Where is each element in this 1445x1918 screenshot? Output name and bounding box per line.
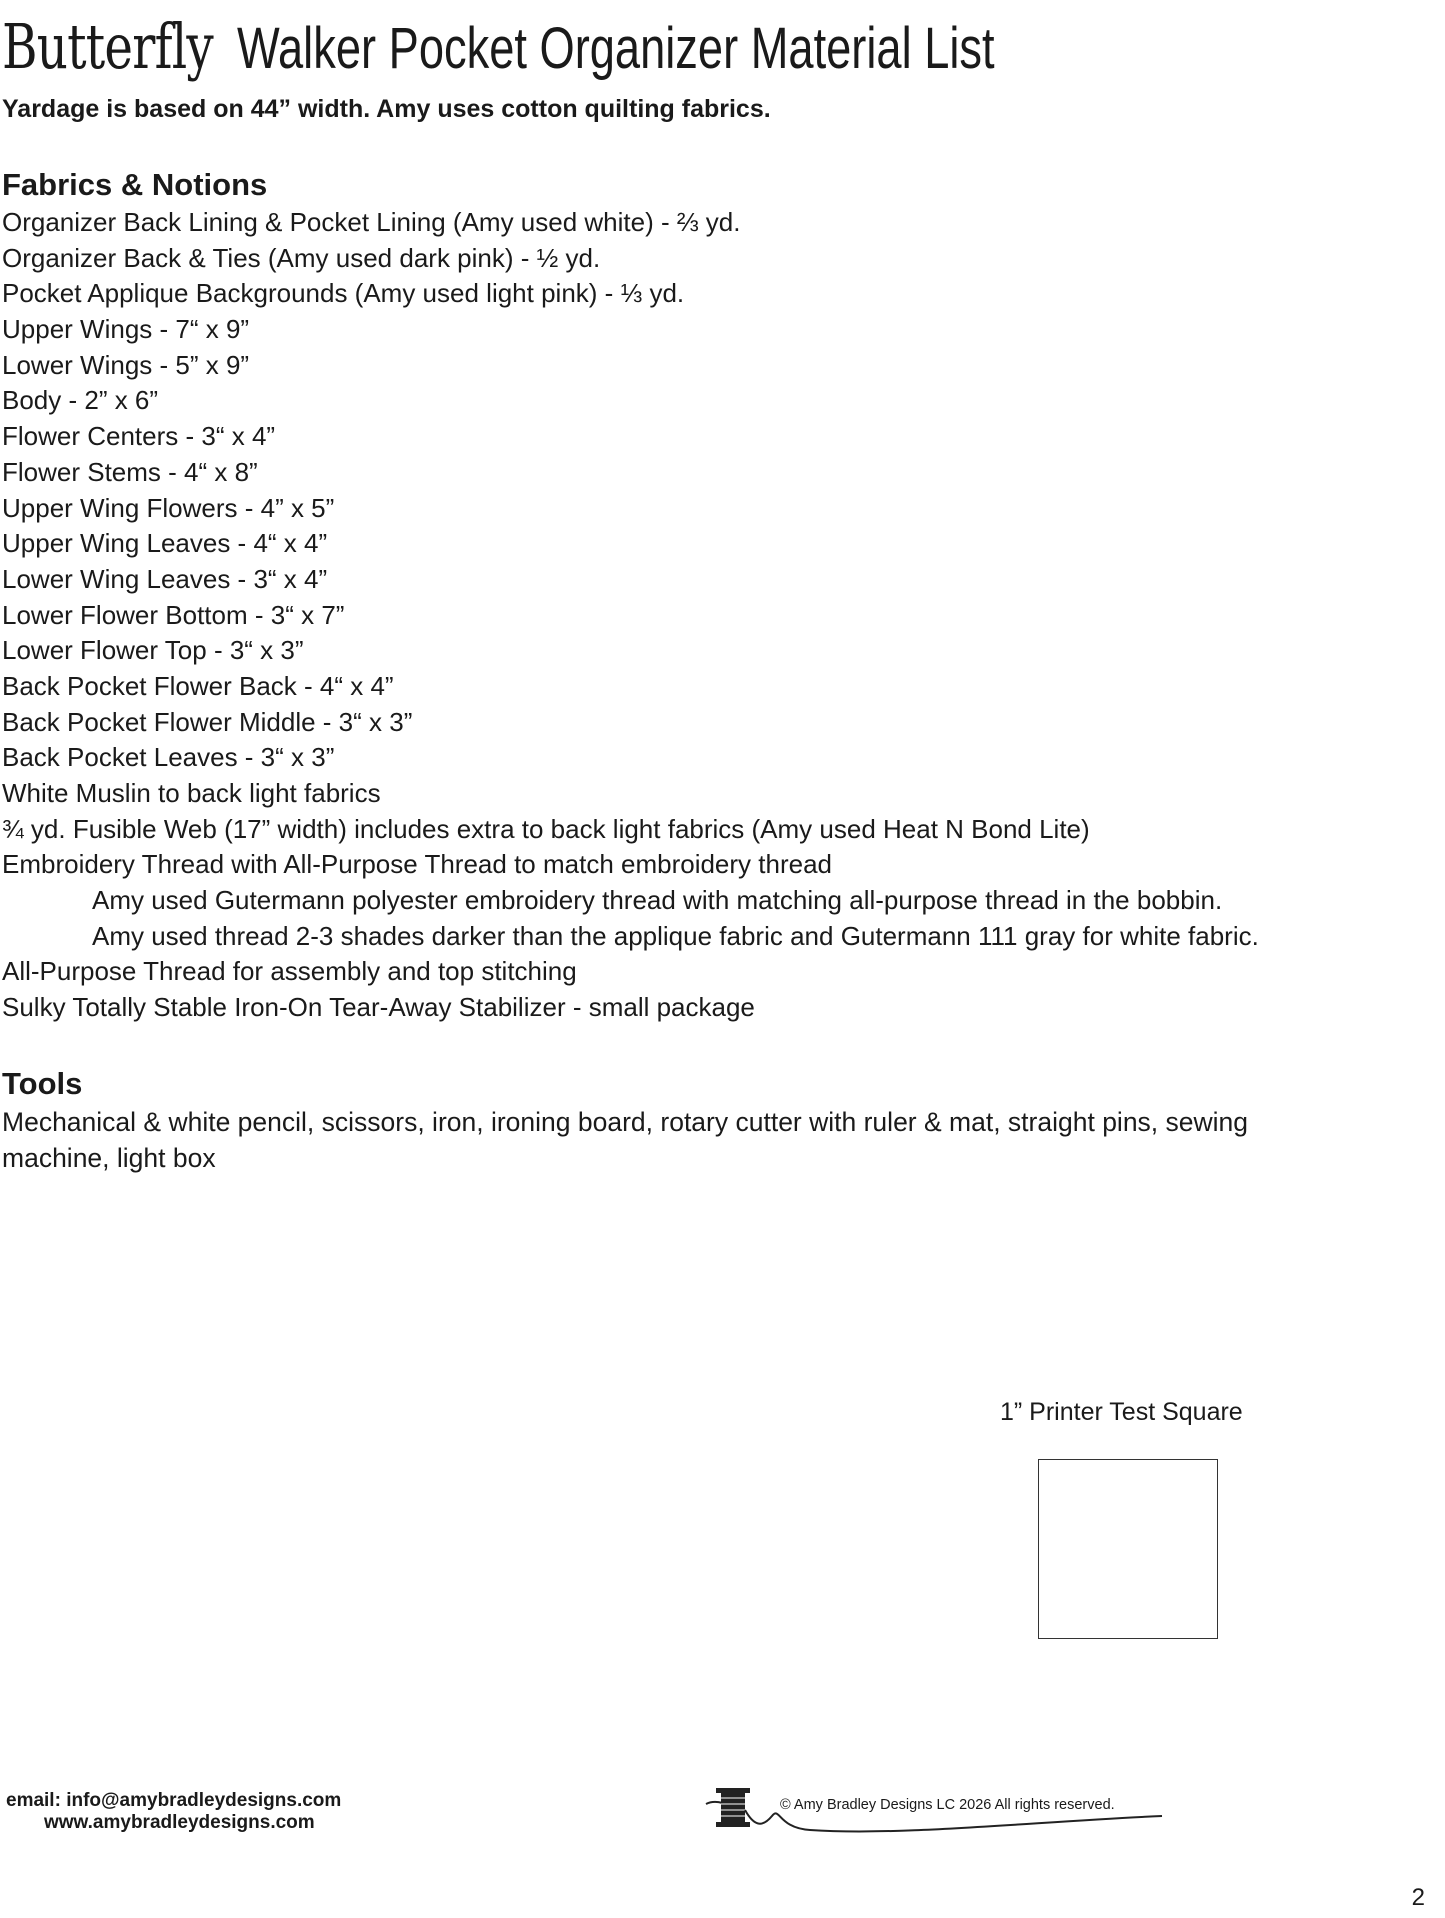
tools-heading: Tools xyxy=(2,1066,83,1101)
thread-note: Amy used thread 2-3 shades darker than the applique fabric and Gutermann 111 gray for white fabric. xyxy=(92,920,1259,951)
list-item: Back Pocket Flower Middle - 3“ x 3” xyxy=(2,706,413,737)
copyright-text: © Amy Bradley Designs LC 2026 All rights reserved. xyxy=(780,1797,1115,1813)
fabrics-heading: Fabrics & Notions xyxy=(2,167,268,202)
list-item: Lower Flower Bottom - 3“ x 7” xyxy=(2,599,345,630)
list-item: White Muslin to back light fabrics xyxy=(2,778,381,808)
page-title: Walker Pocket Organizer Material List xyxy=(236,16,995,81)
fabrics-list xyxy=(2,205,1259,1026)
thread-note: Amy used Gutermann polyester embroidery thread with matching all-purpose thread in the bobbin. xyxy=(92,885,1223,916)
copyright-block xyxy=(700,1780,1170,1840)
brand-word: Butterfly xyxy=(2,10,213,83)
list-item: Sulky Totally Stable Iron-On Tear-Away Stabilizer - small package xyxy=(2,992,755,1023)
list-item: Lower Wing Leaves - 3“ x 4” xyxy=(2,563,328,594)
tools-text: Mechanical & white pencil, scissors, iron, ironing board, rotary cutter with ruler & mat, straight pins, sewing machine, light box xyxy=(2,1107,1249,1173)
list-item: Organizer Back & Ties (Amy used dark pink) - ½ yd. xyxy=(2,242,601,273)
list-item: Flower Stems - 4“ x 8” xyxy=(2,456,258,487)
list-item: Embroidery Thread with All-Purpose Thread to match embroidery thread xyxy=(2,849,832,880)
test-square-label: 1” Printer Test Square xyxy=(1000,1398,1243,1426)
list-item: Back Pocket Leaves - 3“ x 3” xyxy=(2,742,335,773)
list-item: All-Purpose Thread for assembly and top stitching xyxy=(2,956,577,987)
list-item: Pocket Applique Backgrounds (Amy used light pink) - ⅓ yd. xyxy=(2,278,685,309)
list-item: Body - 2” x 6” xyxy=(2,385,159,416)
list-item: Upper Wing Leaves - 4“ x 4” xyxy=(2,528,328,559)
footer-website: www.amybradleydesigns.com xyxy=(44,1812,315,1833)
header xyxy=(2,10,1208,83)
list-item: Lower Wings - 5” x 9” xyxy=(2,349,250,380)
list-item: ¾ yd. Fusible Web (17” width) includes extra to back light fabrics (Amy used Heat N Bond Lite) xyxy=(2,813,1090,844)
list-item: Flower Centers - 3“ x 4” xyxy=(2,421,276,452)
subtitle: Yardage is based on 44” width. Amy uses cotton quilting fabrics. xyxy=(2,95,771,123)
list-item: Upper Wing Flowers - 4” x 5” xyxy=(2,492,335,523)
page-number: 2 xyxy=(1411,1884,1425,1911)
footer-contact xyxy=(6,1790,341,1834)
printer-test-square xyxy=(1038,1459,1218,1639)
list-item: Upper Wings - 7“ x 9” xyxy=(2,314,250,345)
list-item: Organizer Back Lining & Pocket Lining (Amy used white) - ⅔ yd. xyxy=(2,207,741,237)
list-item: Back Pocket Flower Back - 4“ x 4” xyxy=(2,670,394,701)
list-item: Lower Flower Top - 3“ x 3” xyxy=(2,635,304,666)
footer-email: email: info@amybradleydesigns.com xyxy=(6,1790,342,1811)
